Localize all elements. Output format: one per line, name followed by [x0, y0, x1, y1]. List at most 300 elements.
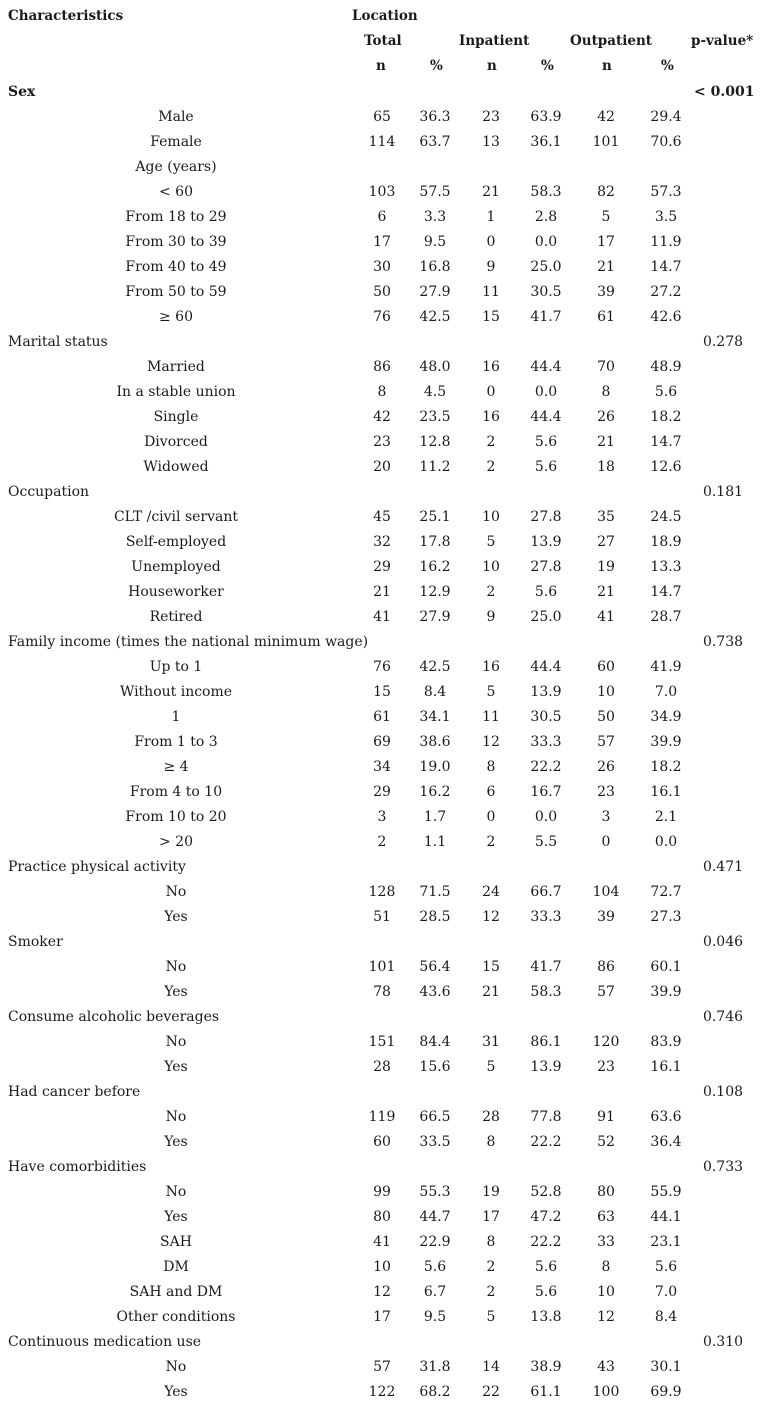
pvalue-header: p-value*	[691, 33, 754, 49]
table-row	[0, 105, 761, 130]
cell-value: 48.0	[419, 359, 451, 375]
cell-value: 15	[373, 684, 391, 700]
row-label: In a stable union	[116, 384, 236, 400]
row-label: Age (years)	[135, 159, 217, 175]
cell-value: 36.3	[419, 109, 451, 125]
cell-value: 47.2	[530, 1209, 562, 1225]
inpatient-header: Inpatient	[459, 33, 530, 49]
cell-value: 36.1	[530, 134, 562, 150]
p-value: 0.046	[702, 934, 744, 950]
cell-value: 65	[373, 109, 391, 125]
table-row	[0, 880, 761, 905]
cell-value: 34.1	[419, 709, 451, 725]
cell-value: 24	[482, 884, 500, 900]
cell-value: 12.8	[419, 434, 451, 450]
row-label: Had cancer before	[8, 1084, 141, 1100]
cell-value: 31	[482, 1034, 500, 1050]
cell-value: 30.1	[650, 1359, 682, 1375]
table-row	[0, 1230, 761, 1255]
cell-value: 26	[597, 759, 615, 775]
cell-value: 41.7	[530, 959, 562, 975]
row-label: From 1 to 3	[134, 734, 218, 750]
cell-value: 2.8	[534, 209, 558, 225]
cell-value: 29	[373, 559, 391, 575]
cell-value: 86	[597, 959, 615, 975]
cell-value: 0	[486, 234, 496, 250]
cell-value: 22	[482, 1384, 500, 1400]
cell-value: 3	[377, 809, 387, 825]
table-row	[0, 1130, 761, 1155]
cell-value: 14.7	[650, 584, 682, 600]
cell-value: 39.9	[650, 984, 682, 1000]
cell-value: 39	[597, 909, 615, 925]
table-row	[0, 530, 761, 555]
table-row	[0, 355, 761, 380]
cell-value: 23	[597, 784, 615, 800]
row-label: From 40 to 49	[125, 259, 227, 275]
cell-value: 0	[601, 834, 611, 850]
section-row	[0, 855, 761, 880]
row-label: ≥ 60	[159, 309, 193, 325]
p-value: 0.746	[702, 1009, 744, 1025]
cell-value: 114	[368, 134, 396, 150]
cell-value: 41	[373, 1234, 391, 1250]
cell-value: 16.2	[419, 784, 451, 800]
cell-value: 8	[486, 1134, 496, 1150]
row-label: From 18 to 29	[125, 209, 227, 225]
table-row	[0, 905, 761, 930]
row-label: DM	[163, 1259, 189, 1275]
row-label: Practice physical activity	[8, 859, 186, 875]
cell-value: 21	[597, 434, 615, 450]
cell-value: 1.7	[423, 809, 447, 825]
cell-value: 5.6	[534, 459, 558, 475]
cell-value: 25.0	[530, 609, 562, 625]
table-row	[0, 655, 761, 680]
cell-value: 2	[486, 1284, 496, 1300]
cell-value: 72.7	[650, 884, 682, 900]
cell-value: 6	[486, 784, 496, 800]
cell-value: 28	[482, 1109, 500, 1125]
cell-value: 84.4	[419, 1034, 451, 1050]
cell-value: 3.3	[423, 209, 447, 225]
cell-value: 151	[368, 1034, 396, 1050]
cell-value: 101	[368, 959, 396, 975]
table-row	[0, 380, 761, 405]
cell-value: 22.9	[419, 1234, 451, 1250]
row-label: No	[165, 1184, 187, 1200]
cell-value: 76	[373, 659, 391, 675]
row-label: No	[165, 959, 187, 975]
cell-value: 70	[597, 359, 615, 375]
row-label: Other conditions	[116, 1309, 236, 1325]
cell-value: 10	[482, 559, 500, 575]
table-row	[0, 1380, 761, 1405]
cell-value: 33.3	[530, 734, 562, 750]
table-row	[0, 255, 761, 280]
cell-value: 57.3	[650, 184, 682, 200]
cell-value: 12	[373, 1284, 391, 1300]
table-row	[0, 505, 761, 530]
cell-value: 7.0	[654, 684, 678, 700]
cell-value: 44.4	[530, 659, 562, 675]
cell-value: 13.8	[530, 1309, 562, 1325]
cell-value: 17	[597, 234, 615, 250]
cell-value: 7.0	[654, 1284, 678, 1300]
section-row	[0, 630, 761, 655]
cell-value: 22.2	[530, 1234, 562, 1250]
cell-value: 23	[373, 434, 391, 450]
outpatient-header: Outpatient	[570, 33, 653, 49]
cell-value: 15.6	[419, 1059, 451, 1075]
cell-value: 83.9	[650, 1034, 682, 1050]
cell-value: 80	[373, 1209, 391, 1225]
table-row	[0, 1180, 761, 1205]
cell-value: 3.5	[654, 209, 678, 225]
cell-value: 21	[482, 184, 500, 200]
cell-value: 61	[597, 309, 615, 325]
cell-value: 120	[592, 1034, 620, 1050]
row-label: No	[165, 1359, 187, 1375]
cell-value: 6	[377, 209, 387, 225]
cell-value: 60.1	[650, 959, 682, 975]
cell-value: 9	[486, 609, 496, 625]
cell-value: 35	[597, 509, 615, 525]
cell-value: 16.1	[650, 1059, 682, 1075]
cell-value: 119	[368, 1109, 396, 1125]
cell-value: 5.6	[534, 584, 558, 600]
table-row	[0, 455, 761, 480]
cell-value: 39	[597, 284, 615, 300]
cell-value: 77.8	[530, 1109, 562, 1125]
row-label: Yes	[164, 984, 188, 1000]
cell-value: 22.2	[530, 759, 562, 775]
row-label: From 10 to 20	[125, 809, 227, 825]
row-label: Divorced	[144, 434, 208, 450]
cell-value: 57.5	[419, 184, 451, 200]
table-row	[0, 1030, 761, 1055]
cell-value: 8.4	[654, 1309, 678, 1325]
cell-value: 5	[486, 1059, 496, 1075]
table-row	[0, 430, 761, 455]
cell-value: 70.6	[650, 134, 682, 150]
cell-value: 8	[377, 384, 387, 400]
cell-value: 10	[373, 1259, 391, 1275]
cell-value: 33.5	[419, 1134, 451, 1150]
cell-value: 128	[368, 884, 396, 900]
cell-value: 63.7	[419, 134, 451, 150]
cell-value: 8	[486, 759, 496, 775]
cell-value: 13.9	[530, 534, 562, 550]
cell-value: 12	[482, 734, 500, 750]
cell-value: 31.8	[419, 1359, 451, 1375]
table-row	[0, 180, 761, 205]
row-label: Yes	[164, 1134, 188, 1150]
cell-value: 44.7	[419, 1209, 451, 1225]
cell-value: 9.5	[423, 1309, 447, 1325]
table-body	[0, 80, 761, 1405]
cell-value: 14	[482, 1359, 500, 1375]
table-row	[0, 1055, 761, 1080]
cell-value: 43.6	[419, 984, 451, 1000]
cell-value: 2	[486, 434, 496, 450]
cell-value: 30.5	[530, 284, 562, 300]
outpatient-n-header: n	[602, 58, 612, 74]
cell-value: 20	[373, 459, 391, 475]
row-label: Sex	[8, 84, 36, 100]
cell-value: 76	[373, 309, 391, 325]
table-row	[0, 805, 761, 830]
cell-value: 5.6	[534, 1284, 558, 1300]
row-label: Self-employed	[125, 534, 227, 550]
row-label: Consume alcoholic beverages	[8, 1009, 220, 1025]
cell-value: 8	[486, 1234, 496, 1250]
section-row	[0, 1330, 761, 1355]
cell-value: 99	[373, 1184, 391, 1200]
cell-value: 5	[601, 209, 611, 225]
table-row	[0, 955, 761, 980]
cell-value: 61.1	[530, 1384, 562, 1400]
inpatient-pct-header: %	[541, 58, 554, 74]
cell-value: 19	[482, 1184, 500, 1200]
cell-value: 32	[373, 534, 391, 550]
cell-value: 42	[597, 109, 615, 125]
cell-value: 52	[597, 1134, 615, 1150]
cell-value: 63.9	[530, 109, 562, 125]
row-label: ≥ 4	[163, 759, 189, 775]
cell-value: 13.9	[530, 1059, 562, 1075]
cell-value: 10	[482, 509, 500, 525]
row-label: Female	[150, 134, 202, 150]
cell-value: 5.6	[534, 1259, 558, 1275]
cell-value: 30.5	[530, 709, 562, 725]
cell-value: 12.9	[419, 584, 451, 600]
cell-value: 5.6	[654, 384, 678, 400]
cell-value: 17	[482, 1209, 500, 1225]
cell-value: 43	[597, 1359, 615, 1375]
cell-value: 57	[597, 734, 615, 750]
cell-value: 68.2	[419, 1384, 451, 1400]
cell-value: 41.7	[530, 309, 562, 325]
total-n-header: n	[376, 58, 386, 74]
total-header: Total	[364, 33, 402, 49]
table-row	[0, 680, 761, 705]
table-row	[0, 1205, 761, 1230]
row-label: Yes	[164, 1209, 188, 1225]
cell-value: 21	[597, 259, 615, 275]
cell-value: 18.2	[650, 759, 682, 775]
cell-value: 27	[597, 534, 615, 550]
cell-value: 29.4	[650, 109, 682, 125]
cell-value: 30	[373, 259, 391, 275]
location-header: Location	[352, 8, 418, 24]
table-row	[0, 405, 761, 430]
cell-value: 41.9	[650, 659, 682, 675]
cell-value: 100	[592, 1384, 620, 1400]
row-label: Widowed	[143, 459, 209, 475]
row-label: No	[165, 884, 187, 900]
cell-value: 8	[601, 1259, 611, 1275]
row-label: Male	[158, 109, 194, 125]
table-row	[0, 605, 761, 630]
cell-value: 16	[482, 409, 500, 425]
section-row	[0, 80, 761, 105]
cell-value: 103	[368, 184, 396, 200]
cell-value: 51	[373, 909, 391, 925]
cell-value: 13	[482, 134, 500, 150]
cell-value: 27.9	[419, 284, 451, 300]
cell-value: 42	[373, 409, 391, 425]
cell-value: 0.0	[534, 234, 558, 250]
cell-value: 27.2	[650, 284, 682, 300]
cell-value: 48.9	[650, 359, 682, 375]
row-label: Single	[153, 409, 199, 425]
table-row	[0, 1255, 761, 1280]
cell-value: 71.5	[419, 884, 451, 900]
cell-value: 18.9	[650, 534, 682, 550]
row-label: From 30 to 39	[125, 234, 227, 250]
cell-value: 0.0	[534, 384, 558, 400]
cell-value: 36.4	[650, 1134, 682, 1150]
row-label: SAH	[160, 1234, 192, 1250]
cell-value: 104	[592, 884, 620, 900]
row-label: 1	[171, 709, 181, 725]
cell-value: 41	[597, 609, 615, 625]
section-row	[0, 1155, 761, 1180]
cell-value: 10	[597, 684, 615, 700]
cell-value: 5.5	[534, 834, 558, 850]
cell-value: 29	[373, 784, 391, 800]
table-row	[0, 130, 761, 155]
cell-value: 8.4	[423, 684, 447, 700]
cell-value: 22.2	[530, 1134, 562, 1150]
cell-value: 42.6	[650, 309, 682, 325]
table-row	[0, 555, 761, 580]
row-label: Up to 1	[149, 659, 203, 675]
p-value: 0.310	[702, 1334, 744, 1350]
cell-value: 0	[486, 809, 496, 825]
characteristics-header: Characteristics	[8, 8, 124, 24]
row-label: > 20	[159, 834, 193, 850]
table-row	[0, 980, 761, 1005]
table-row	[0, 1280, 761, 1305]
row-label: Unemployed	[131, 559, 221, 575]
row-label: Continuous medication use	[8, 1334, 202, 1350]
cell-value: 91	[597, 1109, 615, 1125]
cell-value: 58.3	[530, 184, 562, 200]
p-value: 0.108	[702, 1084, 744, 1100]
cell-value: 57	[597, 984, 615, 1000]
cell-value: 8	[601, 384, 611, 400]
cell-value: 11.9	[650, 234, 682, 250]
p-value: < 0.001	[694, 84, 755, 100]
table-row	[0, 755, 761, 780]
cell-value: 18	[597, 459, 615, 475]
p-value: 0.738	[702, 634, 744, 650]
cell-value: 82	[597, 184, 615, 200]
cell-value: 6.7	[423, 1284, 447, 1300]
cell-value: 34.9	[650, 709, 682, 725]
p-value: 0.278	[702, 334, 744, 350]
total-pct-header: %	[430, 58, 443, 74]
cell-value: 50	[373, 284, 391, 300]
cell-value: 42.5	[419, 659, 451, 675]
table-row	[0, 305, 761, 330]
cell-value: 101	[592, 134, 620, 150]
row-label: Retired	[149, 609, 203, 625]
cell-value: 52.8	[530, 1184, 562, 1200]
cell-value: 16.2	[419, 559, 451, 575]
row-label: No	[165, 1109, 187, 1125]
row-label: No	[165, 1034, 187, 1050]
cell-value: 27.8	[530, 559, 562, 575]
row-label: From 4 to 10	[129, 784, 223, 800]
cell-value: 15	[482, 959, 500, 975]
cell-value: 21	[482, 984, 500, 1000]
cell-value: 10	[597, 1284, 615, 1300]
cell-value: 0.0	[654, 834, 678, 850]
cell-value: 24.5	[650, 509, 682, 525]
table-row	[0, 230, 761, 255]
row-label: Smoker	[8, 934, 63, 950]
cell-value: 14.7	[650, 259, 682, 275]
row-label: Married	[147, 359, 205, 375]
table-row	[0, 830, 761, 855]
cell-value: 2.1	[654, 809, 678, 825]
cell-value: 56.4	[419, 959, 451, 975]
cell-value: 25.0	[530, 259, 562, 275]
row-label: Houseworker	[128, 584, 224, 600]
cell-value: 38.6	[419, 734, 451, 750]
cell-value: 38.9	[530, 1359, 562, 1375]
cell-value: 80	[597, 1184, 615, 1200]
cell-value: 25.1	[419, 509, 451, 525]
cell-value: 9.5	[423, 234, 447, 250]
cell-value: 2	[486, 834, 496, 850]
cell-value: 23	[482, 109, 500, 125]
cell-value: 86	[373, 359, 391, 375]
cell-value: 12	[482, 909, 500, 925]
table-row	[0, 1355, 761, 1380]
cell-value: 58.3	[530, 984, 562, 1000]
cell-value: 78	[373, 984, 391, 1000]
cell-value: 12	[597, 1309, 615, 1325]
cell-value: 2	[486, 584, 496, 600]
cell-value: 19	[597, 559, 615, 575]
table-row	[0, 205, 761, 230]
cell-value: 55.3	[419, 1184, 451, 1200]
cell-value: 17	[373, 234, 391, 250]
cell-value: 44.1	[650, 1209, 682, 1225]
cell-value: 19.0	[419, 759, 451, 775]
cell-value: 28	[373, 1059, 391, 1075]
cell-value: 11	[482, 284, 500, 300]
cell-value: 1.1	[423, 834, 447, 850]
row-label: Yes	[164, 909, 188, 925]
cell-value: 5	[486, 534, 496, 550]
cell-value: 41	[373, 609, 391, 625]
cell-value: 27.8	[530, 509, 562, 525]
cell-value: 61	[373, 709, 391, 725]
section-row	[0, 330, 761, 355]
cell-value: 33.3	[530, 909, 562, 925]
cell-value: 5.6	[534, 434, 558, 450]
cell-value: 44.4	[530, 409, 562, 425]
cell-value: 33	[597, 1234, 615, 1250]
cell-value: 27.9	[419, 609, 451, 625]
cell-value: 5	[486, 684, 496, 700]
cell-value: 27.3	[650, 909, 682, 925]
